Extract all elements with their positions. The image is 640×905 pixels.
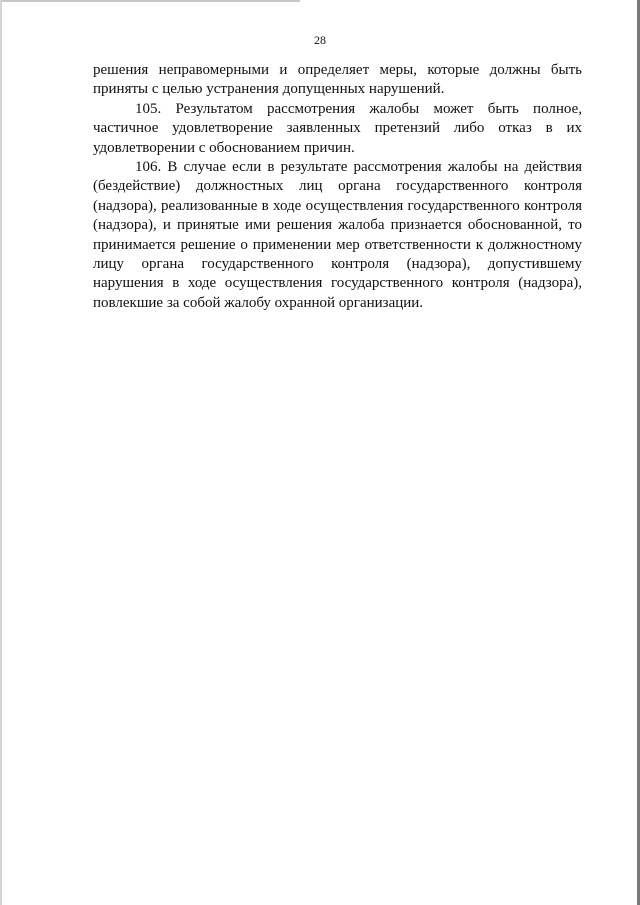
scan-edge-top bbox=[0, 0, 300, 2]
paragraph-continuation: решения неправомерными и определяет меры, которые должны быть приняты с целью устранения допущенных нарушений. bbox=[93, 62, 582, 98]
scan-edge-left bbox=[0, 0, 2, 905]
paragraph-106: 106. В случае если в результате рассмотрения жалобы на действия (бездействие) должностных лиц органа государственного контроля (надзора), реализованные в ходе осуществления государственного контроля (надзора), и принятые ими решения жалоба признается обоснованной, то принимается решение о применении мер ответственности к должностному лицу органа государственного контроля (надзора), допустившему нарушения в ходе осуществления государственного контроля (надзора), повлекшие за собой жалобу охранной организации. bbox=[93, 159, 582, 311]
page-number: 28 bbox=[314, 33, 326, 47]
paragraph-105: 105. Результатом рассмотрения жалобы может быть полное, частичное удовлетворение заявленных претензий либо отказ в их удовлетворении с обоснованием причин. bbox=[93, 100, 582, 156]
document-body bbox=[93, 61, 582, 313]
